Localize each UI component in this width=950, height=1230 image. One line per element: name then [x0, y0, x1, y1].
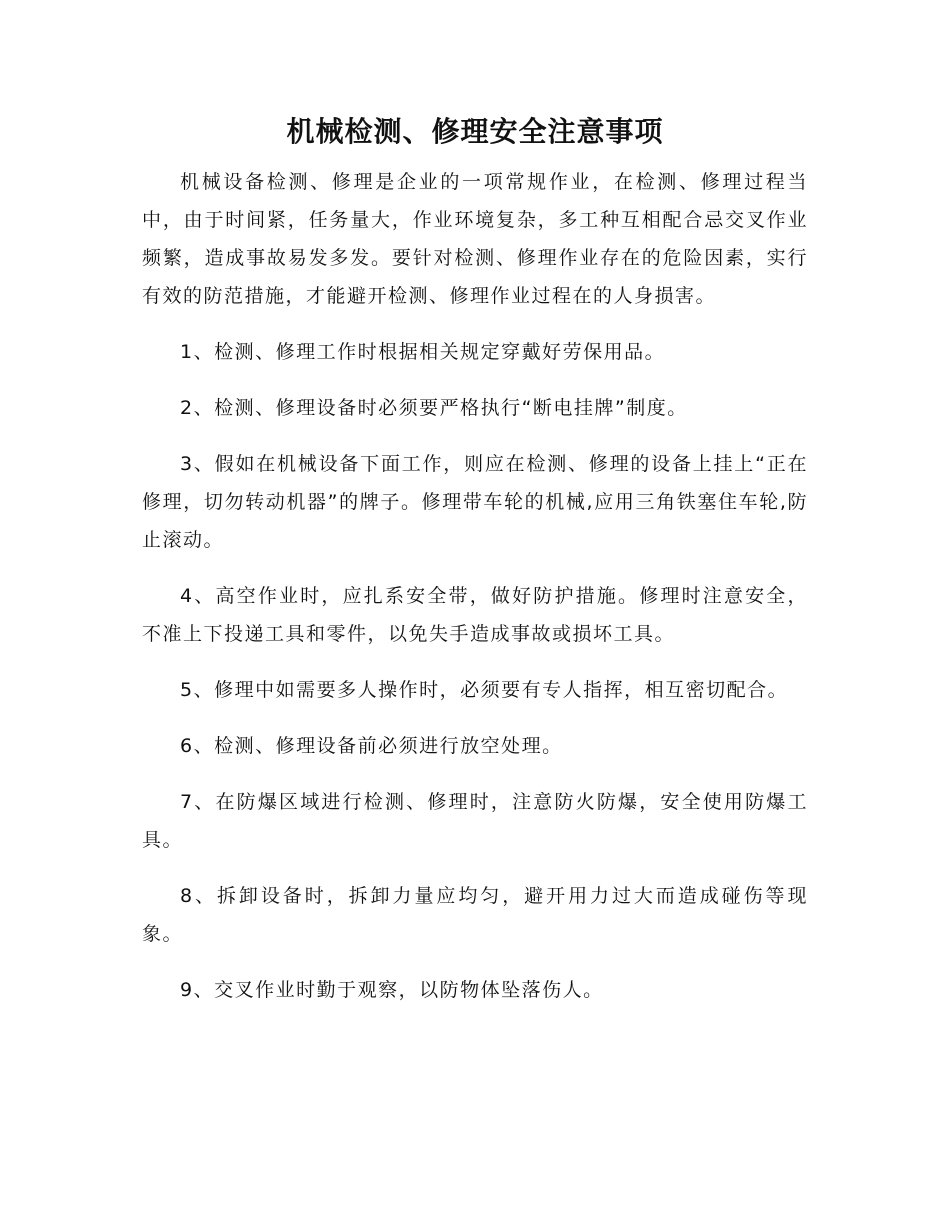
safety-item-2: 2、检测、修理设备时必须要严格执行“断电挂牌”制度。: [180, 397, 688, 419]
safety-item-5: 5、修理中如需要多人操作时，必须要有专人指挥，相互密切配合。: [180, 679, 789, 701]
safety-item-1: 1、检测、修理工作时根据相关规定穿戴好劳保用品。: [180, 341, 666, 363]
safety-item-6: 6、检测、修理设备前必须进行放空处理。: [180, 735, 563, 757]
safety-item-4: 4、高空作业时，应扎系安全带，做好防护措施。修理时注意安全，不准上下投递工具和零件，以免失手造成事故或损坏工具。: [142, 585, 808, 645]
safety-item-7: 7、在防爆区域进行检测、修理时，注意防火防爆，安全使用防爆工具。: [142, 791, 808, 851]
intro-paragraph: 机械设备检测、修理是企业的一项常规作业，在检测、修理过程当中，由于时间紧，任务量大，作业环境复杂，多工种互相配合忌交叉作业频繁，造成事故易发多发。要针对检测、修理作业存在的危险因素，实行有效的防范措施，才能避开检测、修理作业过程在的人身损害。: [142, 171, 808, 307]
safety-item-3: 3、假如在机械设备下面工作，则应在检测、修理的设备上挂上“正在修理，切勿转动机器”的牌子。修理带车轮的机械,应用三角铁塞住车轮,防止滚动。: [142, 453, 808, 551]
document-body: [142, 163, 808, 1027]
document-title: 机械检测、修理安全注意事项: [286, 115, 664, 148]
safety-item-9: 9、交叉作业时勤于观察，以防物体坠落伤人。: [180, 979, 604, 1001]
safety-item-8: 8、拆卸设备时，拆卸力量应均匀，避开用力过大而造成碰伤等现象。: [142, 885, 808, 945]
